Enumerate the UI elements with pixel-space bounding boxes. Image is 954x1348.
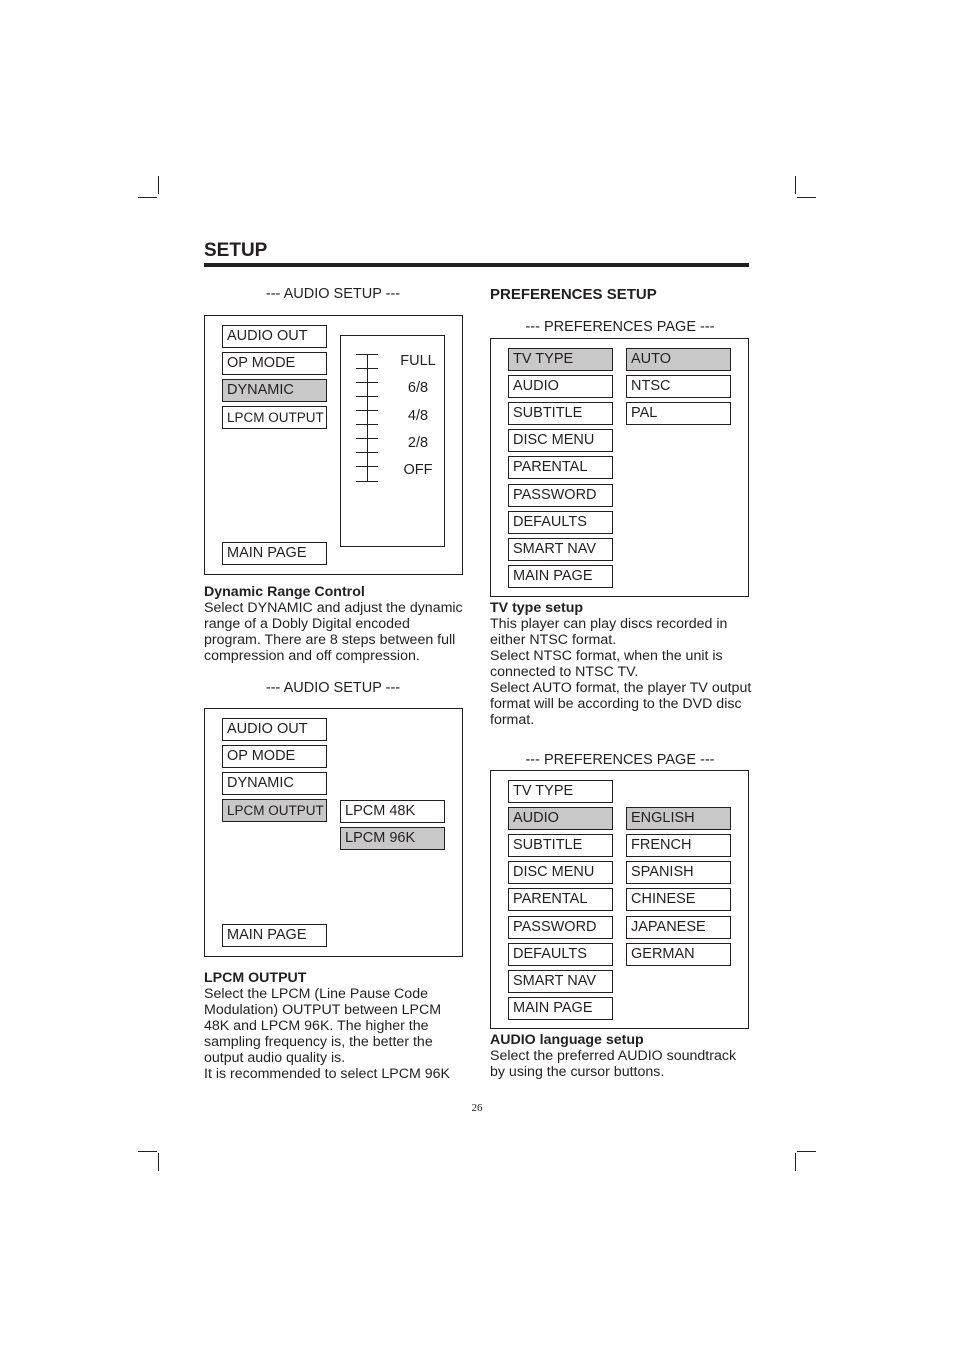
level-label-off: OFF <box>403 462 433 478</box>
text-line: Select NTSC format, when the unit is <box>490 648 723 664</box>
menu-item-lpcm-output[interactable]: LPCM OUTPUT <box>222 406 327 429</box>
crop-mark <box>138 197 157 198</box>
slider-tick <box>356 438 378 439</box>
audio-language-description <box>490 1032 736 1080</box>
crop-mark <box>795 176 796 194</box>
preferences-page-caption: --- PREFERENCES PAGE --- <box>525 752 715 768</box>
lpcm-output-description <box>204 970 450 1082</box>
level-label-6-8: 6/8 <box>407 380 429 396</box>
menu-item-tv-type[interactable]: TV TYPE <box>508 780 613 803</box>
menu-item-password[interactable]: PASSWORD <box>508 484 613 507</box>
option-lpcm-48k[interactable]: LPCM 48K <box>340 800 445 823</box>
text-line: Select the LPCM (Line Pause Code <box>204 986 428 1002</box>
option-chinese[interactable]: CHINESE <box>626 888 731 911</box>
text-line: Modulation) OUTPUT between LPCM <box>204 1002 442 1018</box>
option-lpcm-96k[interactable]: LPCM 96K <box>340 827 445 850</box>
slider-tick <box>356 424 378 425</box>
page-title: SETUP <box>204 240 268 261</box>
slider-tick <box>356 466 378 467</box>
crop-mark <box>797 1151 816 1152</box>
menu-item-password[interactable]: PASSWORD <box>508 916 613 939</box>
dynamic-range-heading: Dynamic Range Control <box>204 584 365 600</box>
menu-item-parental[interactable]: PARENTAL <box>508 456 613 479</box>
option-auto[interactable]: AUTO <box>626 348 731 371</box>
menu-item-audio[interactable]: AUDIO <box>508 807 613 830</box>
dynamic-range-slider[interactable] <box>340 335 445 547</box>
menu-item-audio-out[interactable]: AUDIO OUT <box>222 718 327 741</box>
text-line: Select AUTO format, the player TV output <box>490 680 752 696</box>
text-line: either NTSC format. <box>490 632 617 648</box>
level-label-full: FULL <box>400 353 436 369</box>
menu-item-smart-nav[interactable]: SMART NAV <box>508 970 613 993</box>
option-ntsc[interactable]: NTSC <box>626 375 731 398</box>
tv-type-heading: TV type setup <box>490 600 584 616</box>
crop-mark <box>795 1153 796 1171</box>
slider-tick <box>356 354 378 355</box>
text-line: compression and off compression. <box>204 648 420 664</box>
menu-item-main-page[interactable]: MAIN PAGE <box>222 542 327 565</box>
text-line: connected to NTSC TV. <box>490 664 639 680</box>
menu-item-audio-out[interactable]: AUDIO OUT <box>222 325 327 348</box>
text-line: range of a Dobly Digital encoded <box>204 616 410 632</box>
text-line: 48K and LPCM 96K. The higher the <box>204 1018 429 1034</box>
text-line: format. <box>490 712 535 728</box>
menu-item-dynamic[interactable]: DYNAMIC <box>222 772 327 795</box>
menu-item-tv-type[interactable]: TV TYPE <box>508 348 613 371</box>
page-number: 26 <box>471 1102 483 1114</box>
menu-item-defaults[interactable]: DEFAULTS <box>508 511 613 534</box>
menu-item-smart-nav[interactable]: SMART NAV <box>508 538 613 561</box>
menu-item-defaults[interactable]: DEFAULTS <box>508 943 613 966</box>
audio-language-heading: AUDIO language setup <box>490 1032 644 1048</box>
menu-item-main-page[interactable]: MAIN PAGE <box>222 924 327 947</box>
option-japanese[interactable]: JAPANESE <box>626 916 731 939</box>
menu-item-op-mode[interactable]: OP MODE <box>222 352 327 375</box>
slider-track <box>367 354 368 482</box>
lpcm-output-heading: LPCM OUTPUT <box>204 970 307 986</box>
audio-setup-panel-dynamic <box>204 315 463 575</box>
crop-mark <box>158 1153 159 1171</box>
menu-item-subtitle[interactable]: SUBTITLE <box>508 402 613 425</box>
slider-tick <box>356 368 378 369</box>
text-line: program. There are 8 steps between full <box>204 632 456 648</box>
preferences-panel-tv-type <box>490 338 749 597</box>
text-line: Select the preferred AUDIO soundtrack <box>490 1048 737 1064</box>
dynamic-range-description <box>204 584 463 664</box>
option-english[interactable]: ENGLISH <box>626 807 731 830</box>
text-line: format will be according to the DVD disc <box>490 696 742 712</box>
menu-item-dynamic[interactable]: DYNAMIC <box>222 379 327 402</box>
preferences-setup-heading: PREFERENCES SETUP <box>490 286 657 303</box>
preferences-page-caption: --- PREFERENCES PAGE --- <box>525 319 715 335</box>
menu-item-disc-menu[interactable]: DISC MENU <box>508 861 613 884</box>
menu-item-op-mode[interactable]: OP MODE <box>222 745 327 768</box>
menu-item-audio[interactable]: AUDIO <box>508 375 613 398</box>
option-german[interactable]: GERMAN <box>626 943 731 966</box>
level-label-2-8: 2/8 <box>407 435 429 451</box>
slider-tick <box>356 396 378 397</box>
text-line: This player can play discs recorded in <box>490 616 728 632</box>
menu-item-main-page[interactable]: MAIN PAGE <box>508 997 613 1020</box>
text-line: It is recommended to select LPCM 96K <box>204 1066 451 1082</box>
audio-setup-caption: --- AUDIO SETUP --- <box>265 680 401 696</box>
audio-setup-panel-lpcm <box>204 708 463 957</box>
text-line: by using the cursor buttons. <box>490 1064 665 1080</box>
option-pal[interactable]: PAL <box>626 402 731 425</box>
slider-tick <box>356 410 378 411</box>
option-spanish[interactable]: SPANISH <box>626 861 731 884</box>
text-line: Select DYNAMIC and adjust the dynamic <box>204 600 463 616</box>
crop-mark <box>158 176 159 194</box>
slider-tick <box>356 481 378 482</box>
menu-item-main-page[interactable]: MAIN PAGE <box>508 565 613 588</box>
slider-tick <box>356 382 378 383</box>
menu-item-subtitle[interactable]: SUBTITLE <box>508 834 613 857</box>
crop-mark <box>138 1151 157 1152</box>
level-label-4-8: 4/8 <box>407 408 429 424</box>
menu-item-disc-menu[interactable]: DISC MENU <box>508 429 613 452</box>
crop-mark <box>797 197 816 198</box>
slider-tick <box>356 452 378 453</box>
option-french[interactable]: FRENCH <box>626 834 731 857</box>
tv-type-description <box>490 600 751 728</box>
menu-item-parental[interactable]: PARENTAL <box>508 888 613 911</box>
text-line: sampling frequency is, the better the <box>204 1034 433 1050</box>
menu-item-lpcm-output[interactable]: LPCM OUTPUT <box>222 799 327 822</box>
title-rule <box>204 263 749 267</box>
audio-setup-caption: --- AUDIO SETUP --- <box>265 286 401 302</box>
preferences-panel-audio <box>490 770 749 1029</box>
text-line: output audio quality is. <box>204 1050 346 1066</box>
